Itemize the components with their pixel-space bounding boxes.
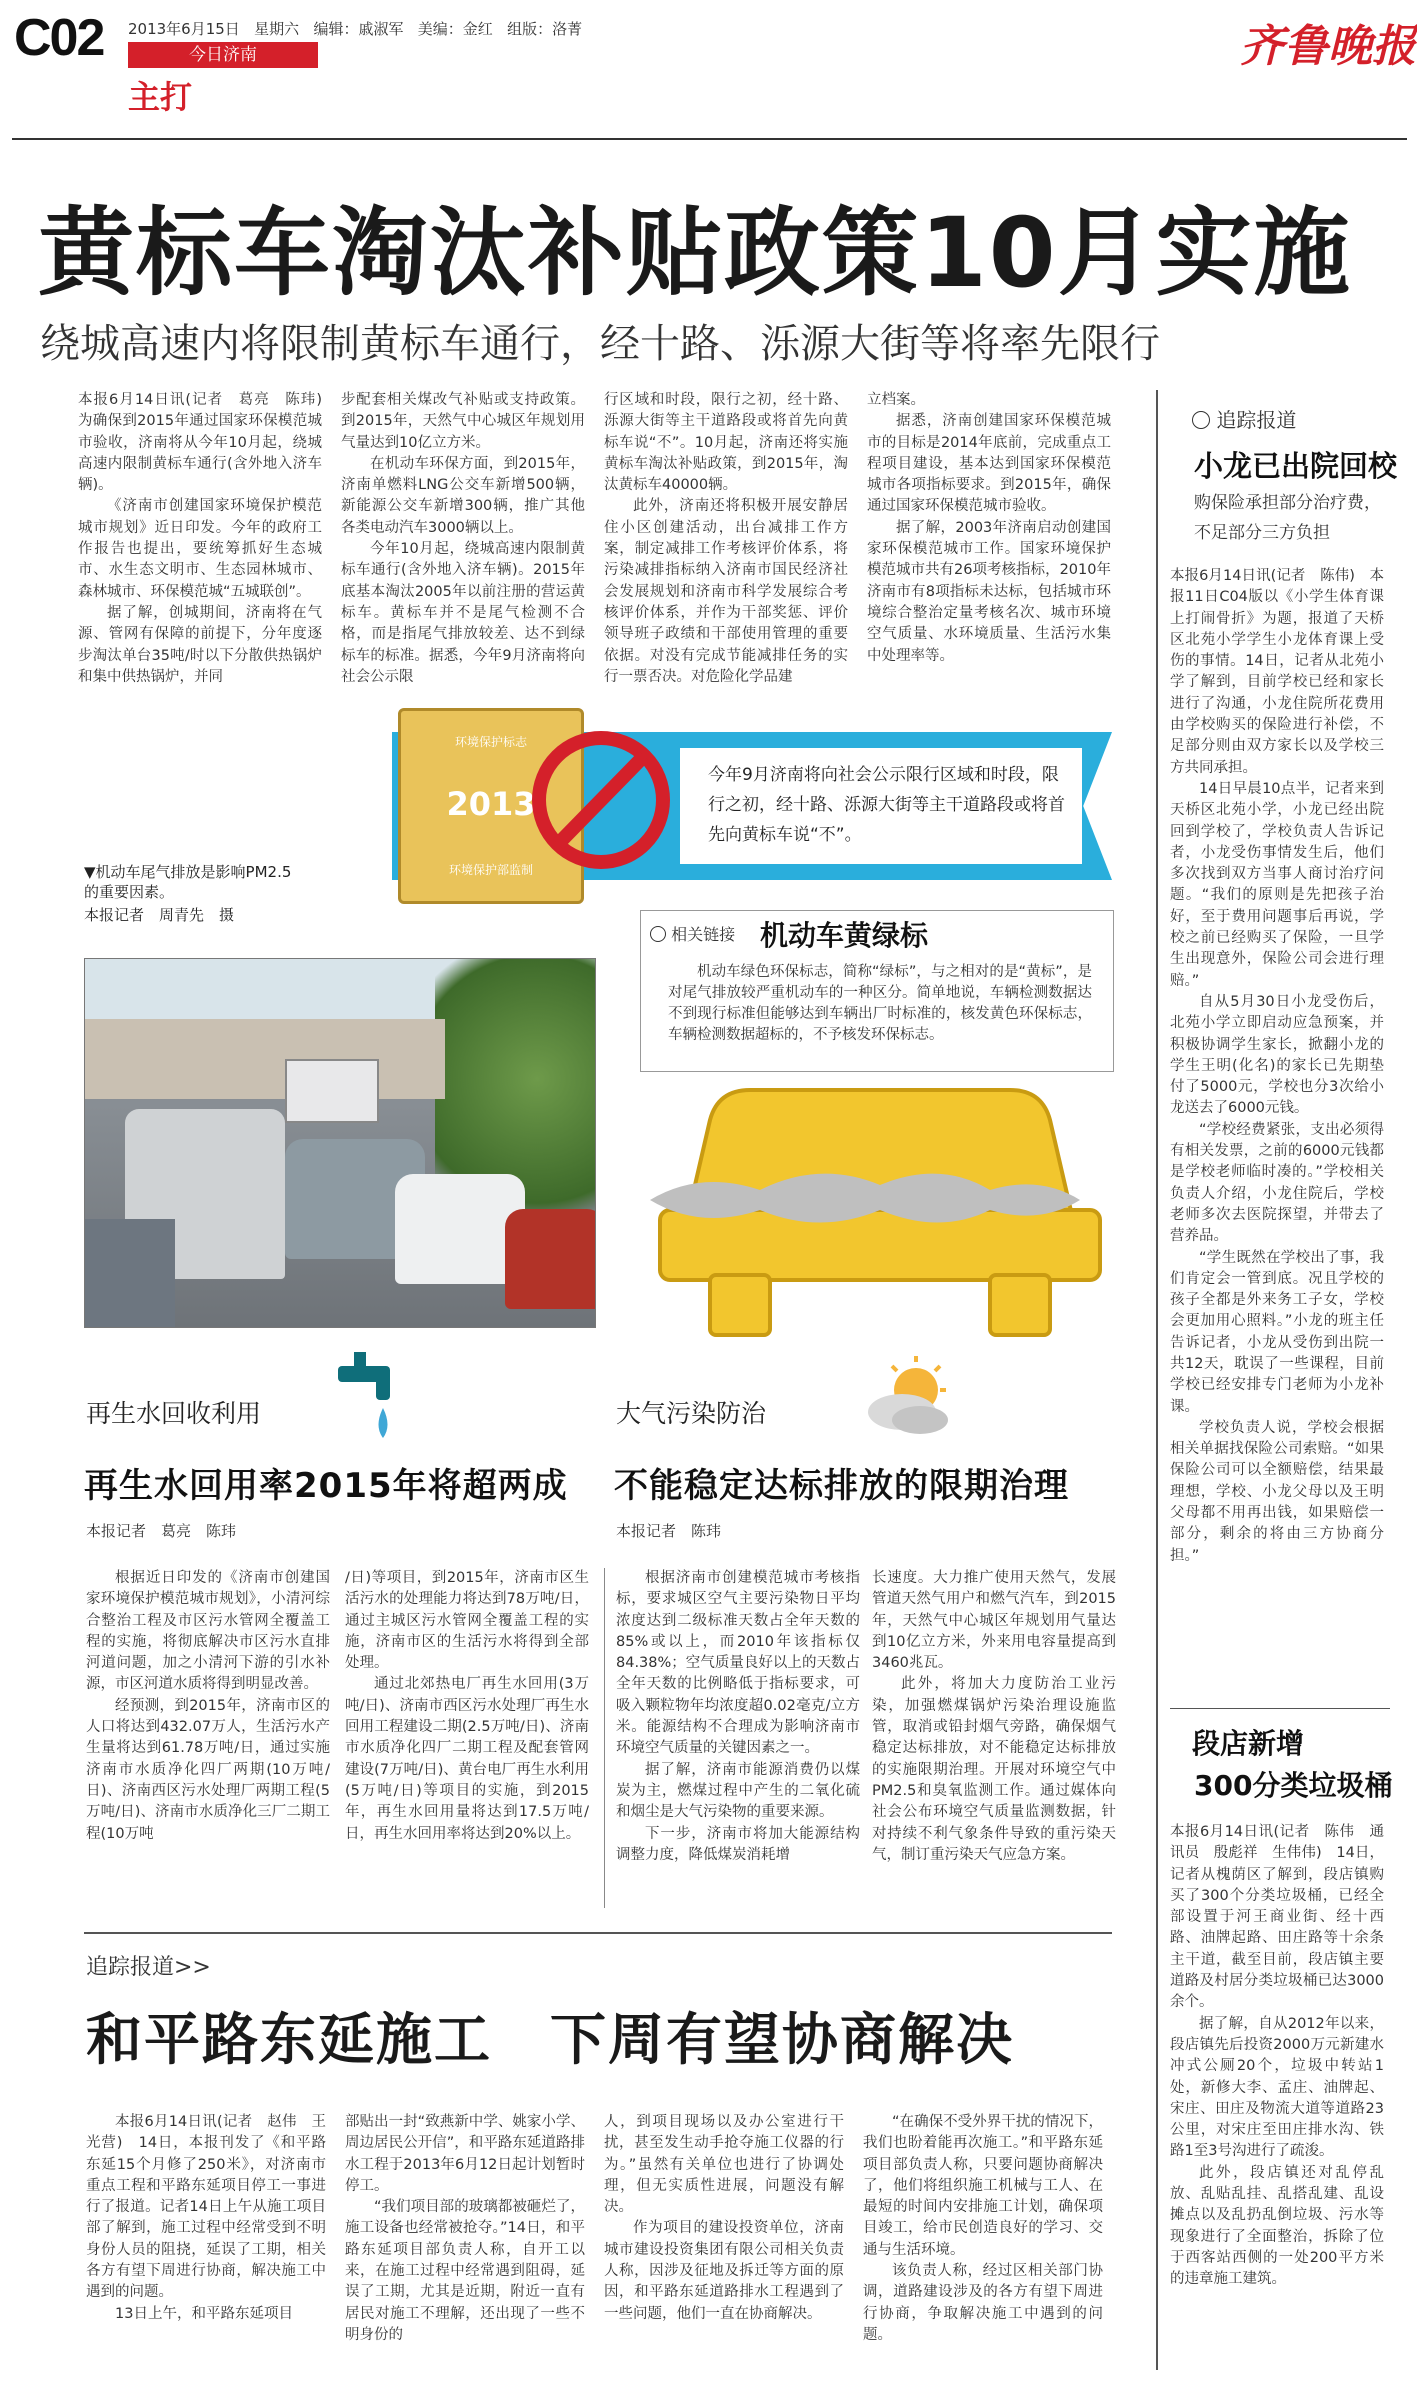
heping-col3 — [604, 2112, 844, 2325]
sidebar-paragraph: 此外，段店镇还对乱停乱放、乱贴乱挂、乱搭乱建、乱设摊点以及乱扔乱倒垃圾、污水等现象进行了全面整治，拆除了位于西客站西侧的一处200平方米的违章施工建筑。 — [1170, 2164, 1384, 2288]
article-paragraph: 根据济南市创建模范城市考核指标，要求城区空气主要污染物日平均浓度达到二级标准天数占全年天数的85%或以上，而2010年该指标仅84.38%；空气质量良好以上的天数占全年天数的比例略低于指标要求，可吸入颗粒物年均浓度超0.02毫克/立方米。能源结构不合理成为影响济南市环境空气质量的关键因素之一。 — [616, 1570, 860, 1757]
water-section-label: 再生水回收利用 — [86, 1399, 262, 1428]
article-paragraph: 此外，将加大力度防治工业污染，加强燃煤锅炉污染治理设施监管，取消或铅封烟气旁路，确保烟气稳定达标排放，对不能稳定达标排放的实施限期治理。开展对环境空气中PM2.5和臭氧监测工作。通过媒体向社会公布环境空气质量监测数据，针对持续不利气象条件导致的重污染天气，制订重污染天气应急方案。 — [872, 1676, 1116, 1863]
no-entry-icon — [526, 720, 676, 880]
sticker-top-text: 环境保护标志 — [454, 735, 527, 749]
sidebar-paragraph: 本报6月14日讯(记者 陈伟 通讯员 殷彪祥 生伟伟) 14日，记者从槐荫区了解到，段店镇购买了300个分类垃圾桶，已经全部设置于河王商业街、经十西路、油牌起路、田庄路等十余条主干道，截至目前，段店镇主要道路及村居分类垃圾桶已达3000余个。 — [1170, 1824, 1384, 2011]
heping-col1 — [86, 2112, 326, 2325]
air-col2 — [872, 1568, 1116, 1866]
tag-icon — [1192, 411, 1210, 429]
article-paragraph: 本报6月14日讯(记者 葛亮 陈玮) 为确保到2015年通过国家环保模范城市验收，济南将从今年10月起，绕城高速内限制黄标车通行(含外地入济车辆)。 — [78, 392, 337, 494]
article-paragraph: 行区域和时段，限行之初，经十路、泺源大街等主干道路段或将首先向黄标车说“不”。10月起，济南还将实施黄标车淘汰补贴政策，到2015年，淘汰黄标车40000辆。 — [604, 392, 848, 494]
section-rule — [84, 1932, 1112, 1934]
sidebar-paragraph: “学生既然在学校出了事，我们肯定会一管到底。况且学校的孩子全都是外来务工子女，学校会更加用心照料。”小龙的班主任告诉记者，小龙从受伤到出院一共12天，耽误了一些课程，目前学校已经安排专门老师为小龙补课。 — [1170, 1249, 1384, 1415]
photo-caption — [84, 862, 294, 925]
credit-editor: 编辑：戚淑军 — [313, 20, 404, 38]
section-name: 主打 — [128, 78, 193, 116]
water-col2 — [345, 1568, 589, 1845]
link-icon — [650, 926, 666, 942]
page-number: C02 — [14, 9, 104, 67]
sidebar2-title1: 段店新增 — [1192, 1727, 1305, 1760]
weekday: 星期六 — [254, 20, 300, 38]
sidebar1-body — [1170, 566, 1384, 1567]
weather-icon — [860, 1350, 960, 1450]
link-box-title: 机动车黄绿标 — [760, 919, 929, 952]
masthead-date — [128, 18, 582, 39]
traffic-photo — [84, 958, 596, 1328]
sidebar-paragraph: “学校经费紧张，支出必须得有相关发票，之前的6000元钱都是学校老师临时凑的。”学校相关负责人介绍，小龙住院后，学校老师多次去医院探望，并带去了营养品。 — [1170, 1121, 1384, 1245]
article-paragraph: “我们项目部的玻璃都被砸烂了，施工设备也经常被抢夺。”14日，和平路东延项目部负责人称，自开工以来，在施工过程中经常遇到阻碍，延误了工期，尤其是近期，附近一直有居民对施工不理解，还出现了一些不明身份的 — [345, 2199, 585, 2343]
sidebar2-body — [1170, 1822, 1384, 2291]
sidebar-divider — [1156, 390, 1158, 2370]
heping-col2 — [345, 2112, 585, 2346]
subheadline: 绕城高速内将限制黄标车通行，经十路、泺源大街等将率先限行 — [40, 321, 1160, 367]
sidebar1-subtitle: 购保险承担部分治疗费，不足部分三方负担 — [1194, 493, 1381, 543]
article-paragraph: 据悉，济南创建国家环保模范城市的目标是2014年底前，完成重点工程项目建设，基本达到国家环保模范城市各项指标要求。到2015年，确保通过国家环保模范城市验收。 — [867, 413, 1111, 515]
air-title: 不能稳定达标排放的限期治理 — [614, 1466, 1069, 1506]
sidebar-paragraph: 自从5月30日小龙受伤后，北苑小学立即启动应急预案，并积极协调学生家长，掀翻小龙的学生王明(化名)的家长已先期垫付了5000元，学校也分3次给小龙送去了6000元钱。 — [1170, 993, 1384, 1117]
sidebar-paragraph: 本报6月14日讯(记者 陈伟) 本报11日C04版以《小学生体育课上打闹骨折》为题，报道了天桥区北苑小学学生小龙体育课上受伤的事情。14日，记者从北苑小学了解到，目前学校已经和家长进行了沟通，小龙住院所花费用由学校购买的保险进行补偿，不足部分则由双方家长以及学校三方共同承担。 — [1170, 568, 1384, 776]
main-article-col1 — [78, 390, 337, 688]
article-paragraph: 下一步，济南市将加大能源结构调整力度，降低煤炭消耗增 — [616, 1825, 860, 1863]
column-divider — [604, 1568, 605, 1908]
article-paragraph: 今年10月起，绕城高速内限制黄标车通行(含外地入济车辆)。2015年底基本淘汰2005年以前注册的营运黄标车。黄标车并不是尾气检测不合格，而是指尾气排放较差、达不到绿标车的标准。据悉，今年9月济南将向社会公示限 — [341, 541, 585, 685]
sidebar-paragraph: 14日早晨10点半，记者来到天桥区北苑小学，小龙已经出院回到学校了，学校负责人告诉记者，小龙受伤事情发生后，他们多次找到双方当事人商讨治疗问题。“我们的原则是先把孩子治好，至于费用问题事后再说，学校之前已经购买了保险，一旦学生出现意外，保险公司会进行理赔。” — [1170, 780, 1384, 989]
water-col1 — [86, 1568, 330, 1845]
article-paragraph: 据了解，2003年济南启动创建国家环保模范城市工作。国家环境保护模范城市共有26项考核指标，2010年济南市有8项指标未达标，包括城市环境综合整治定量考核名次、城市环境空气质量、水环境质量、生活污水集中处理率等。 — [867, 519, 1111, 664]
link-box-tag — [650, 922, 735, 945]
article-paragraph: 在机动车环保方面，到2015年，济南单燃料LNG公交车新增500辆，新能源公交车新增300辆，推广其他各类电动汽车3000辆以上。 — [341, 455, 585, 536]
article-paragraph: 据了解，创城期间，济南将在气源、管网有保障的前提下，分年度逐步淘汰单台35吨/时以下分散供热锅炉和集中供热锅炉，并同 — [78, 604, 322, 685]
article-paragraph: 该负责人称，经过区相关部门协调，道路建设涉及的各方有望下周进行协商，争取解决施工中遇到的问题。 — [863, 2263, 1103, 2343]
article-paragraph: 人，到项目现场以及办公室进行干扰，甚至发生动手抢夺施工仪器的行为。”虽然有关单位也进行了协调处理，但无实质性进展，问题没有解决。 — [604, 2114, 844, 2216]
caption-text: ▼机动车尾气排放是影响PM2.5的重要因素。 — [84, 863, 292, 901]
sidebar-paragraph: 据了解，自从2012年以来，段店镇先后投资2000万元新建水冲式公厕20个，垃圾中转站1处，新修大李、孟庄、油牌起、宋庄、田庄及物流大道等道路23公里，对宋庄至田庄排水沟、铁路1至3号沟进行了疏浚。 — [1170, 2015, 1384, 2160]
section-tag: 今日济南 — [128, 42, 318, 68]
article-paragraph: 本报6月14日讯(记者 赵伟 王光营) 14日，本报刊发了《和平路东延15个月修了250米》，对济南市重点工程和平路东延项目停工一事进行了报道。记者14日上午从施工项目部了解到，施工过程中经常受到不明身份人员的阻挠，延误了工期，相关各方有望下周进行协商，解决施工中遇到的问题。 — [86, 2114, 326, 2301]
sidebar2-title2: 300分类垃圾桶 — [1194, 1769, 1393, 1802]
link-tag-text: 相关链接 — [671, 925, 736, 944]
link-box-body: 机动车绿色环保标志，简称“绿标”，与之相对的是“黄标”，是对尾气排放较严重机动车的一种区分。简单地说，车辆检测数据达不到现行标准但能够达到车辆出厂时标准的，核发黄色环保标志，车辆检测数据超标的，不予核发环保标志。 — [668, 964, 1092, 1043]
main-article-col4 — [867, 390, 1111, 667]
air-col1 — [616, 1568, 860, 1866]
article-paragraph: “在确保不受外界干扰的情况下，我们也盼着能再次施工。”和平路东延项目部负责人称，只要问题协商解决了，他们将组织施工机械与工人、在最短的时间内安排施工计划，确保项目竣工，给市民创造良好的学习、交通与生活环境。 — [863, 2114, 1103, 2258]
sticker-bottom-text: 环境保护部监制 — [448, 863, 533, 877]
water-title: 再生水回用率2015年将超两成 — [84, 1466, 568, 1506]
sidebar1-title: 小龙已出院回校 — [1194, 449, 1398, 483]
photo-credit: 本报记者 周青先 摄 — [84, 906, 235, 924]
article-paragraph: /日)等项目，到2015年，济南市区生活污水的处理能力将达到78万吨/日，通过主城区污水管网全覆盖工程的实施，济南市区的生活污水将得到全部处理。 — [345, 1570, 589, 1672]
credit-layout: 组版：洛菁 — [507, 20, 583, 38]
sidebar-rule — [1170, 1708, 1390, 1709]
headline: 黄标车淘汰补贴政策10月实施 — [38, 197, 1352, 309]
main-article-col3 — [604, 390, 848, 688]
article-paragraph: 通过北郊热电厂再生水回用(3万吨/日)、济南市西区污水处理厂再生水回用工程建设二期(2.5万吨/日)、济南市水质净化四厂二期工程及配套管网建设(7万吨/日)、黄台电厂再生水利用(5万吨/日)等项目的实施，到2015年，再生水回用量将达到17.5万吨/日，再生水回用率将达到20%以上。 — [345, 1676, 589, 1842]
heping-title: 和平路东延施工 下周有望协商解决 — [86, 2008, 1014, 2073]
air-section-label: 大气污染防治 — [616, 1399, 767, 1428]
article-paragraph: 13日上午，和平路东延项目 — [115, 2305, 293, 2322]
article-paragraph: 长速度。大力推广使用天然气，发展管道天然气用户和燃气汽车，到2015年，天然气中心城区年规划用气量达到10亿立方米，外来用电容量提高到3460兆瓦。 — [872, 1570, 1116, 1672]
sidebar-paragraph: 学校负责人说，学校会根据相关单据找保险公司索赔。“如果保险公司可以全额赔偿，结果最理想，学校、小龙父母以及王明父母都不用再出钱，如果赔偿一部分，剩余的将由三方协商分担。” — [1170, 1419, 1384, 1564]
article-paragraph: 根据近日印发的《济南市创建国家环境保护模范城市规划》，小清河综合整治工程及市区污水管网全覆盖工程的实施，将彻底解决市区污水直排河道问题，加之小清河下游的引水补源，市区河道水质将得到明显改善。 — [86, 1570, 330, 1693]
faucet-icon — [330, 1352, 410, 1448]
masthead-rule — [12, 138, 1407, 140]
heping-col4 — [863, 2112, 1103, 2346]
air-byline: 本报记者 陈玮 — [616, 1522, 722, 1540]
banner-text: 今年9月济南将向社会公示限行区域和时段，限行之初，经十路、泺源大街等主干道路段或将首先向黄标车说“不”。 — [708, 765, 1065, 845]
water-byline: 本报记者 葛亮 陈玮 — [86, 1522, 237, 1540]
article-paragraph: 此外，济南还将积极开展安静居住小区创建活动，出台减排工作方案，制定减排工作考核评价体系，将污染减排指标纳入济南市国民经济社会发展规划和济南市科学发展综合考核评价体系，并作为干部奖惩、评价领导班子政绩和干部使用管理的重要依据。对没有完成节能减排任务的实行一票否决。对危险化学品建 — [604, 498, 848, 685]
main-article-col2 — [341, 390, 585, 688]
sidebar1-tag-text: 追踪报道 — [1216, 408, 1297, 432]
sidebar1-tag — [1192, 404, 1296, 433]
article-paragraph: 立档案。 — [867, 392, 925, 408]
date: 2013年6月15日 — [128, 20, 240, 38]
article-paragraph: 部贴出一封“致燕新中学、姚家小学、周边居民公开信”，和平路东延道路排水工程于2013年6月12日起计划暂时停工。 — [345, 2114, 585, 2194]
article-paragraph: 经预测，到2015年，济南市区的人口将达到432.07万人，生活污水产生量将达到61.78万吨/日，通过实施济南市水质净化四厂两期(10万吨/日)、济南西区污水处理厂两期工程(5万吨/日)、济南市水质净化三厂二期工程(10万吨 — [86, 1697, 330, 1842]
paper-logo: 齐鲁晚报 — [1240, 21, 1416, 72]
article-paragraph: 《济南市创建国家环境保护模范城市规划》近日印发。今年的政府工作报告也提出，要统筹抓好生态城市、水生态文明市、生态园林城市、森林城市、环保模范城“五城联创”。 — [78, 498, 322, 600]
sticker-year: 2013 — [446, 785, 536, 823]
yellow-car-illustration — [640, 1060, 1120, 1340]
heping-section-label: 追踪报道>> — [86, 1955, 211, 1980]
credit-designer: 美编：金红 — [417, 20, 493, 38]
article-paragraph: 作为项目的建设投资单位，济南城市建设投资集团有限公司相关负责人称，因涉及征地及拆迁等方面的原因，和平路东延道路排水工程遇到了一些问题，他们一直在协商解决。 — [604, 2220, 844, 2322]
article-paragraph: 据了解，济南市能源消费仍以煤炭为主，燃煤过程中产生的二氧化硫和烟尘是大气污染物的重要来源。 — [616, 1761, 860, 1821]
article-paragraph: 步配套相关煤改气补贴或支持政策。到2015年，天然气中心城区年规划用气量达到10亿立方米。 — [341, 392, 585, 451]
